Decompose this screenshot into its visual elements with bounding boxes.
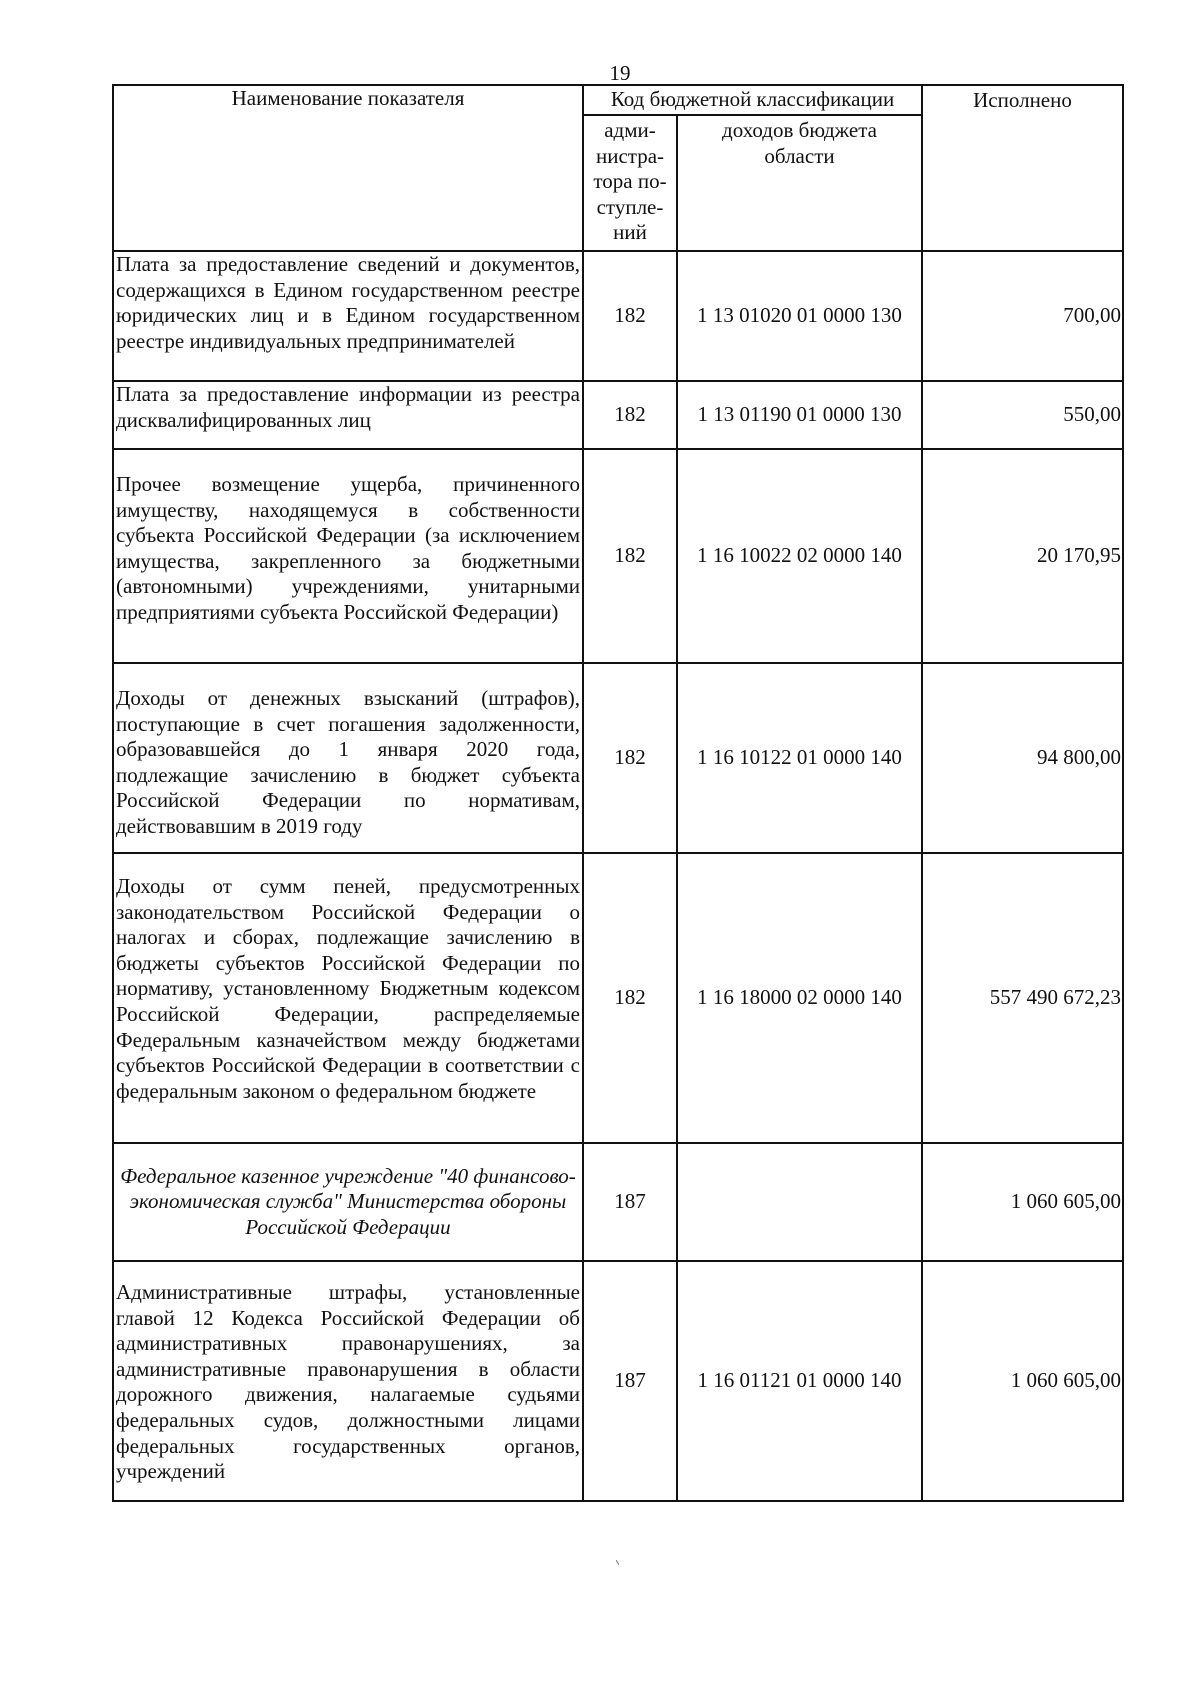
header-admin-line: адми-	[604, 118, 656, 142]
row-classification-code: 1 16 10022 02 0000 140	[677, 449, 922, 663]
row-executed-amount: 94 800,00	[922, 663, 1123, 853]
scan-speck	[616, 1560, 619, 1565]
table-row	[113, 381, 1123, 449]
row-admin-code: 182	[583, 663, 677, 853]
row-classification-code: 1 13 01190 01 0000 130	[677, 381, 922, 449]
table-row	[113, 1143, 1123, 1261]
header-income-line: области	[764, 143, 835, 168]
row-classification-code: 1 16 01121 01 0000 140	[677, 1261, 922, 1501]
table-row	[113, 663, 1123, 853]
row-executed-amount: 700,00	[922, 251, 1123, 381]
row-executed-amount: 557 490 672,23	[922, 853, 1123, 1143]
header-admin-line: ступле-	[596, 194, 664, 219]
row-institution-name: Федеральное казенное учреждение "40 финансово-экономическая служба" Министерства обороны Российской Федерации	[113, 1143, 583, 1261]
table-row	[113, 251, 1123, 381]
row-admin-code: 182	[583, 853, 677, 1143]
row-admin-code: 187	[583, 1143, 677, 1261]
row-admin-code: 182	[583, 449, 677, 663]
header-regional-budget-income	[677, 115, 922, 251]
row-executed-amount: 550,00	[922, 381, 1123, 449]
row-admin-code: 182	[583, 251, 677, 381]
budget-revenue-table	[112, 84, 1124, 1502]
row-classification-code: 1 16 18000 02 0000 140	[677, 853, 922, 1143]
header-budget-classification-code: Код бюджетной классификации	[583, 85, 922, 115]
page-number: 19	[609, 61, 631, 85]
row-indicator-name: Плата за предоставление информации из реестра дисквалифицированных лиц	[113, 381, 583, 449]
row-indicator-name: Административные штрафы, установленные главой 12 Кодекса Российской Федерации об административных правонарушениях, за административные правонарушения в области дорожного движения, налагаемые судьями федеральных судов, должностными лицами федеральных государственных органов, учреждений	[113, 1261, 583, 1501]
row-classification-code: 1 13 01020 01 0000 130	[677, 251, 922, 381]
row-classification-code	[677, 1143, 922, 1261]
table-row	[113, 853, 1123, 1143]
row-indicator-name: Доходы от сумм пеней, предусмотренных законодательством Российской Федерации о налогах и сборах, подлежащие зачислению в бюджеты субъектов Российской Федерации по нормативу, установленному Бюджетным кодексом Российской Федерации, распределяемые Федеральным казначейством между бюджетами субъектов Российской Федерации в соответствии с федеральным законом о федеральном бюджете	[113, 853, 583, 1143]
header-income-line: доходов бюджета	[722, 118, 877, 142]
row-executed-amount: 1 060 605,00	[922, 1261, 1123, 1501]
header-admin-line: ний	[613, 220, 647, 245]
row-indicator-name: Доходы от денежных взысканий (штрафов), поступающие в счет погашения задолженности, образовавшейся до 1 января 2020 года, подлежащие зачислению в бюджет субъекта Российской Федерации по нормативам, действовавшим в 2019 году	[113, 663, 583, 853]
row-admin-code: 187	[583, 1261, 677, 1501]
header-indicator-name: Наименование показателя	[113, 85, 583, 251]
header-admin-line: нистра-	[595, 143, 665, 168]
header-revenue-administrator	[583, 115, 677, 251]
table-row	[113, 449, 1123, 663]
row-indicator-name: Прочее возмещение ущерба, причиненного имуществу, находящемуся в собственности субъекта Российской Федерации (за исключением имущества, закрепленного за бюджетными (автономными) учреждениями, унитарными предприятиями субъекта Российской Федерации)	[113, 449, 583, 663]
header-admin-line: тора по-	[593, 169, 667, 194]
row-executed-amount: 1 060 605,00	[922, 1143, 1123, 1261]
row-admin-code: 182	[583, 381, 677, 449]
header-executed: Исполнено	[922, 85, 1123, 251]
row-executed-amount: 20 170,95	[922, 449, 1123, 663]
row-classification-code: 1 16 10122 01 0000 140	[677, 663, 922, 853]
row-indicator-name: Плата за предоставление сведений и документов, содержащихся в Едином государственном реестре юридических лиц и в Едином государственном реестре индивидуальных предпринимателей	[113, 251, 583, 381]
table-row	[113, 1261, 1123, 1501]
